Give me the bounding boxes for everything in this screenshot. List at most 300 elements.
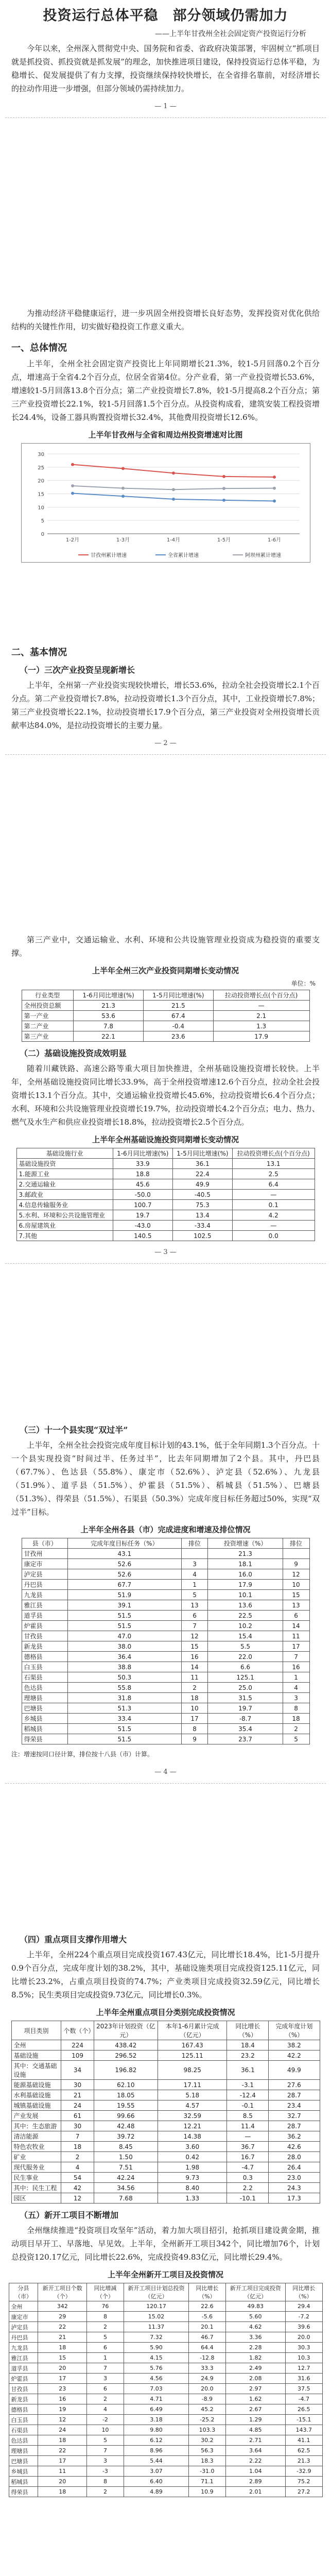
- table-cell: 九龙县: [22, 1590, 68, 1600]
- legend-label: 甘孜州累计增速: [90, 553, 127, 558]
- table-cell: 24: [61, 2100, 94, 2111]
- table-cell: 26.5: [286, 2404, 322, 2415]
- table-cell: 18: [38, 2487, 86, 2497]
- x-tick-label: 1-3月: [116, 537, 130, 543]
- data-point: [121, 467, 125, 470]
- table-cell: -7.2: [286, 2312, 322, 2322]
- table-cell: 10: [181, 1703, 208, 1714]
- table-cell: 新龙县: [22, 1641, 68, 1652]
- x-tick-label: 1-6月: [267, 537, 281, 543]
- table-row: [22, 1693, 309, 1703]
- data-point: [222, 475, 225, 478]
- table-cell: —: [213, 1001, 309, 1011]
- table-row: [9, 2487, 322, 2497]
- table-cell: 第二产业: [22, 1021, 74, 1031]
- table-cell: 2.2: [227, 2183, 269, 2193]
- table-cell: 3.18: [124, 2415, 188, 2425]
- table-cell: 36.7: [227, 2142, 269, 2152]
- table-cell: 35.4: [208, 1724, 283, 1734]
- table-cell: 其中：生态旅游: [11, 2121, 61, 2131]
- table-cell: 10: [283, 1580, 309, 1590]
- table-cell: 6: [283, 1611, 309, 1621]
- table-cell: 13.1: [232, 1159, 315, 1169]
- table-cell: 31.6: [286, 2374, 322, 2384]
- table-cell: 52.6: [68, 1559, 182, 1569]
- column-header: 同比增长（%）: [286, 2283, 322, 2301]
- table-cell: 2.49: [225, 2363, 285, 2374]
- table-cell: 22: [38, 2446, 86, 2456]
- table-cell: 7.其他: [16, 1231, 113, 1241]
- table-cell: 42.48: [94, 2121, 158, 2131]
- table-cell: 18: [181, 1693, 208, 1703]
- table-cell: 39.72: [94, 2131, 158, 2142]
- table-cell: 3.36: [225, 2332, 285, 2343]
- table-cell: 稻城县: [22, 1724, 68, 1734]
- table-cell: 1.98: [158, 2162, 227, 2173]
- table-row: [22, 1621, 309, 1631]
- table-cell: 32.7: [269, 2111, 320, 2121]
- table-cell: 27.2: [286, 2487, 322, 2497]
- table-cell: 21: [61, 2090, 94, 2100]
- table-cell: 理塘县: [9, 2446, 38, 2456]
- section4-sub: （四）重点项目支撑作用增大: [20, 1935, 127, 1944]
- section5-paragraph: 全州继续推进“投资项目攻坚年”活动，着力加大项目招引，抢抓项目建设黄金期，推动项目早开工、早落地、早见效。上半年，全州新开工项目342个，同比增加76个，计划总投资120.17亿元，同比增长22.6%，完成投资49.83亿元，同比增长29.4%。: [11, 2226, 320, 2262]
- data-point: [71, 463, 74, 466]
- table-cell: 20: [38, 2477, 86, 2487]
- table-cell: 34: [61, 2061, 94, 2080]
- table-row: [11, 2040, 320, 2050]
- table-cell: 33.9: [113, 1159, 172, 1169]
- table-row: [22, 1611, 309, 1621]
- table-cell: 6: [86, 2384, 124, 2394]
- table-cell: 17.9: [213, 1031, 309, 1042]
- table-cell: 石渠县: [22, 1672, 68, 1683]
- table-cell: 7.68: [94, 2193, 158, 2204]
- table-cell: 2.71: [225, 2435, 285, 2446]
- data-point: [273, 476, 276, 479]
- table-cell: -3: [86, 2466, 124, 2477]
- table-cell: 37.5: [286, 2384, 322, 2394]
- table-cell: 3: [181, 1559, 208, 1569]
- data-point: [273, 487, 276, 490]
- column-header: 完成年度目标任务（%）: [68, 1538, 182, 1549]
- table-cell: 乡城县: [22, 1714, 68, 1724]
- table-header-row: [9, 2283, 322, 2301]
- column-header: 投资增速（%）: [208, 1538, 283, 1549]
- page-number-1: — 1 —: [154, 103, 177, 110]
- table-cell: 27.6: [269, 2080, 320, 2090]
- table-cell: 泸定县: [9, 2322, 38, 2332]
- table-cell: 甘孜县: [9, 2384, 38, 2394]
- table-cell: 21.3: [286, 2456, 322, 2466]
- table-cell: 巴塘县: [9, 2456, 38, 2466]
- table-cell: 4.57: [158, 2100, 227, 2111]
- table-cell: 6.房屋建筑业: [16, 1221, 113, 1231]
- table-cell: 5.76: [124, 2363, 188, 2374]
- table-cell: 乡城县: [9, 2466, 38, 2477]
- table-cell: 12: [38, 2415, 86, 2425]
- table-cell: 2: [61, 2152, 94, 2162]
- table-cell: -3.1: [227, 2080, 269, 2090]
- table-cell: 5.60: [225, 2312, 285, 2322]
- table-cell: 23.6: [143, 1031, 213, 1042]
- table-row: [22, 1703, 309, 1714]
- table-cell: -10.1: [227, 2193, 269, 2204]
- table-cell: 0.1: [232, 1200, 315, 1210]
- table-row: [9, 2384, 322, 2394]
- table-cell: 1.3: [213, 1021, 309, 1031]
- table-cell: 18: [38, 2343, 86, 2353]
- table-cell: 18.8: [113, 1169, 172, 1179]
- table-cell: 5.5: [208, 1641, 283, 1652]
- series-line: [73, 465, 274, 477]
- table-cell: 17.9: [208, 1580, 283, 1590]
- table-cell: 7.8: [74, 1021, 144, 1031]
- table-cell: 42.6: [269, 2142, 320, 2152]
- table-cell: 甘孜县: [22, 1631, 68, 1641]
- column-header: 新开工项目完成投资（亿元）: [225, 2283, 285, 2301]
- table-row: [11, 2121, 320, 2131]
- section2-paragraph-2: 第三产业中，交通运输业、水利、环境和公共设施管理业投资成为稳投资的重要支撑。: [11, 935, 320, 958]
- table-cell: 42: [61, 2183, 94, 2193]
- table-cell: 10.1: [208, 1590, 283, 1600]
- table-cell: 19.55: [94, 2100, 158, 2111]
- table-row: [9, 2415, 322, 2425]
- report-title: 投资运行总体平稳 部分领域仍需加力: [43, 8, 288, 24]
- table-cell: 34.56: [94, 2183, 158, 2193]
- y-tick-label: 20: [37, 478, 44, 484]
- table-cell: 2: [86, 2322, 124, 2332]
- table-row: [22, 1549, 309, 1559]
- table-cell: 28.7: [269, 2121, 320, 2131]
- table-cell: 4.2: [232, 1210, 315, 1221]
- table-cell: 2.22: [225, 2456, 285, 2466]
- table1-title: 上半年全州三次产业投资同期增长变动情况: [92, 966, 239, 975]
- table-cell: 51.9: [68, 1590, 182, 1600]
- table-cell: 15: [283, 1590, 309, 1600]
- table-cell: 得荣县: [9, 2487, 38, 2497]
- table-cell: 16.7: [227, 2152, 269, 2162]
- table-cell: 19.7: [208, 1703, 283, 1714]
- column-header: 1-5月同比增速(%): [143, 990, 213, 1001]
- table-cell: 18.3: [189, 2456, 225, 2466]
- table-cell: 3.64: [225, 2446, 285, 2456]
- table-cell: -12.8: [189, 2353, 225, 2363]
- page-number-4: — 4 —: [154, 1768, 177, 1776]
- table-cell: 47.0: [68, 1631, 182, 1641]
- y-tick-label: 0: [41, 532, 44, 537]
- table-cell: 1.62: [225, 2394, 285, 2404]
- table-cell: 55.8: [68, 1683, 182, 1693]
- table-cell: 7.03: [124, 2384, 188, 2394]
- table-cell: 22.6: [189, 2301, 225, 2312]
- table-cell: 3: [86, 2456, 124, 2466]
- table-cell: 清洁能源: [11, 2131, 61, 2142]
- section2-sub2: （二）基础设施投资成效明显: [20, 1048, 127, 1058]
- table-cell: 33.4: [68, 1714, 182, 1724]
- table-cell: 其中：交通基础设施: [11, 2061, 61, 2080]
- table-cell: 4.56: [124, 2374, 188, 2384]
- column-header: 行业类型: [22, 990, 74, 1001]
- table-cell: 能源基础设施: [11, 2080, 61, 2090]
- column-header: 个数（个）: [61, 2021, 94, 2040]
- table-cell: [283, 1549, 309, 1559]
- table-cell: 64.4: [189, 2343, 225, 2353]
- table4-title: 上半年全州重点项目分类别完成投资情况: [96, 2008, 235, 2017]
- x-tick-label: 1-5月: [217, 537, 231, 543]
- column-header: 1-6月同比增速(%): [113, 1148, 172, 1159]
- table-cell: 99.66: [94, 2111, 158, 2121]
- section3-sub: （三）十一个县实现“双过半”: [20, 1425, 128, 1435]
- table-cell: 其中：民生工程: [11, 2183, 61, 2193]
- table-cell: 17: [283, 1641, 309, 1652]
- table-cell: 3: [283, 1693, 309, 1703]
- table-row: [9, 2425, 322, 2435]
- section1-paragraph: 上半年，全州全社会固定资产投资比上年同期增长21.3%，较1-5月回落0.2个百分点，增速高于全省4.2个百分点，位居全省第4位。分产业看，第一产业投资增长53.6%，增速较1-5月回落13.8个百分点；第二产业投资增长7.8%，较1-5月提高8.2个百分点；第三产业投资增长22.1%，较1-5月回落1.5个百分点。从投资构成看，建筑安装工程投资增长24.4%，设备工器具购置投资增长32.4%，其他费用投资增长12.6%。: [11, 359, 320, 422]
- section4-paragraph: 上半年，全州224个重点项目完成投资167.43亿元，同比增长18.4%，比1-5月提升0.9个百分点，完成年度计划的38.2%，其中，基础设施类项目完成投资125.11亿元，同比增长23.2%，占重点项目投资的74.7%；产业类项目完成投资32.59亿元，同比增长8.5%；民生类项目完成投资9.73亿元，同比增长0.3%。: [11, 1950, 320, 1999]
- table-cell: 196.82: [94, 2061, 158, 2080]
- table-cell: 8.45: [94, 2142, 158, 2152]
- table-cell: 4.89: [124, 2487, 188, 2497]
- table-cell: 49.9: [172, 1179, 232, 1190]
- table-row: [11, 2111, 320, 2121]
- table-cell: 4.15: [124, 2353, 188, 2363]
- table-cell: -25.2: [189, 2415, 225, 2425]
- table-cell: 甘孜州: [22, 1549, 68, 1559]
- table-row: [9, 2466, 322, 2477]
- table-cell: 30: [61, 2121, 94, 2131]
- table-cell: 炉霍县: [9, 2374, 38, 2384]
- table-cell: 4.85: [225, 2425, 285, 2435]
- table-row: [11, 2173, 320, 2183]
- table-cell: 38.8: [68, 1662, 182, 1672]
- table-row: [16, 1210, 315, 1221]
- p1-tail-paragraph: 为推动经济平稳健康运行，进一步巩固全州投资增长良好态势，发挥投资对优化供给结构的关键性作用，切实做好稳投资工作意义重大。: [11, 309, 320, 331]
- table-cell: 21: [38, 2332, 86, 2343]
- table-cell: 30.3: [286, 2343, 322, 2353]
- table-row: [22, 1031, 309, 1042]
- table-cell: 16.0: [208, 1569, 283, 1580]
- section1-heading: 一、总体情况: [11, 343, 67, 353]
- data-point: [71, 492, 74, 495]
- key-project-table: [11, 2021, 320, 2204]
- table-cell: 4: [61, 2162, 94, 2173]
- table-cell: 9.80: [124, 2425, 188, 2435]
- table-cell: 62.10: [94, 2080, 158, 2090]
- table-cell: 7.51: [94, 2162, 158, 2173]
- table-row: [22, 1600, 309, 1611]
- table-cell: 28.7: [269, 2090, 320, 2100]
- table-cell: -4.7: [286, 2394, 322, 2404]
- table-cell: 13: [283, 1600, 309, 1611]
- table-cell: -15.1: [286, 2415, 322, 2425]
- column-header: 1-6月同比增速(%): [74, 990, 144, 1001]
- table-cell: 61: [61, 2111, 94, 2121]
- table-cell: 21.5: [143, 1001, 213, 1011]
- table-cell: 12.21: [158, 2121, 227, 2131]
- table-cell: 1: [86, 2353, 124, 2363]
- table-cell: 4: [86, 2404, 124, 2415]
- table-cell: 42.24: [94, 2173, 158, 2183]
- table-cell: 31.8: [68, 1693, 182, 1703]
- table-cell: 36.4: [68, 1652, 182, 1662]
- table-cell: —: [227, 2131, 269, 2142]
- y-tick-label: 30: [37, 452, 44, 457]
- section3-paragraph: 上半年，全州全社会投资完成年度目标计划的43.1%，低于全年同期1.3个百分点。十一个县实现投资“时间过半、任务过半”，比去年同期增加了2个县。其中，丹巴县（67.7%）、色达县（55.8%）、康定市（52.6%）、泸定县（52.6%）、九龙县（51.9%）、道孚县（51.5%）、炉霍县（51.5%）、稻城县（51.5%）、巴塘县（51.3%）、得荣县（51.5%）、石渠县（50.3%）完成年度目标任务超过50%，实现“双过半”目标。: [11, 1440, 320, 1517]
- table-cell: 道孚县: [9, 2363, 38, 2374]
- table-row: [9, 2477, 322, 2487]
- table-cell: 8: [86, 2312, 124, 2322]
- table-cell: 7: [86, 2446, 124, 2456]
- table-row: [11, 2193, 320, 2204]
- table-cell: 12: [181, 1631, 208, 1641]
- table-cell: 18: [38, 2435, 86, 2446]
- table-cell: 296.52: [94, 2050, 158, 2061]
- table-cell: 1.04: [225, 2466, 285, 2477]
- table-cell: 民生事业: [11, 2173, 61, 2183]
- table-cell: 3.07: [124, 2466, 188, 2477]
- section2-paragraph-1: 上半年，全州第一产业投资实现较快增长，增长53.6%，拉动全社会投资增长2.1个百分点。第二产业投资增长7.8%，拉动投资增长1.3个百分点，其中，工业投资增长7.8%；第三产业投资增长22.1%，拉动投资增长17.9个百分点，第三产业投资对全州投资增长贡献率达84.0%，是拉动投资增长的主要力量。: [11, 681, 320, 730]
- table-cell: 30.2: [189, 2435, 225, 2446]
- table-cell: 53.6: [74, 1011, 144, 1021]
- table-cell: 8: [86, 2477, 124, 2487]
- table-cell: 18.1: [208, 1559, 283, 1569]
- table-cell: 6.6: [208, 1662, 283, 1672]
- table-cell: 16: [181, 1652, 208, 1662]
- table-row: [16, 1159, 315, 1169]
- table-cell: 8.40: [158, 2183, 227, 2193]
- table-cell: 2.1: [213, 1011, 309, 1021]
- table-cell: [181, 1549, 208, 1559]
- table-cell: -50.0: [113, 1190, 172, 1200]
- table-cell: 18.4: [227, 2040, 269, 2050]
- table-cell: 泸定县: [22, 1569, 68, 1580]
- table-cell: 24.3: [269, 2183, 320, 2193]
- table-cell: -4.7: [227, 2162, 269, 2173]
- table-cell: 56.3: [189, 2446, 225, 2456]
- table-cell: 15: [38, 2353, 86, 2363]
- infrastructure-table: [16, 1148, 315, 1241]
- line-chart: [21, 443, 310, 563]
- table-cell: 4: [283, 1683, 309, 1693]
- table-cell: 20.0: [189, 2384, 225, 2394]
- table-row: [9, 2456, 322, 2466]
- data-point: [222, 499, 225, 502]
- table-row: [22, 1011, 309, 1021]
- table-row: [22, 1559, 309, 1569]
- table-cell: 15: [181, 1641, 208, 1652]
- column-header: 完成年度计划（%）: [269, 2021, 320, 2040]
- table-cell: 26.4: [269, 2162, 320, 2173]
- table-row: [22, 1641, 309, 1652]
- table-row: [11, 2080, 320, 2090]
- table-row: [22, 1672, 309, 1683]
- table-cell: 1: [181, 1580, 208, 1590]
- column-header: 拉动投资增长点(个百分点): [213, 990, 309, 1001]
- table-cell: 9: [181, 1734, 208, 1744]
- column-header: 同比增长（%）: [189, 2283, 225, 2301]
- new-project-table: [9, 2283, 323, 2497]
- table-cell: 31.5: [208, 1693, 283, 1703]
- table-row: [22, 1569, 309, 1580]
- data-point: [172, 488, 175, 491]
- table-cell: 49.83: [225, 2301, 285, 2312]
- table-cell: 丹巴县: [22, 1580, 68, 1590]
- table-cell: 2.67: [225, 2404, 285, 2415]
- table-cell: 3.邮政业: [16, 1190, 113, 1200]
- table-cell: 15.4: [208, 1631, 283, 1641]
- table-cell: 22: [38, 2322, 86, 2332]
- table-cell: -5.6: [189, 2312, 225, 2322]
- table-cell: 14: [283, 1621, 309, 1631]
- table-cell: 12: [61, 2193, 94, 2204]
- table-cell: 19.7: [113, 1210, 172, 1221]
- table-cell: 23.2: [227, 2050, 269, 2061]
- table-cell: 7: [86, 2363, 124, 2374]
- table-row: [9, 2404, 322, 2415]
- table-cell: 城镇基础设施: [11, 2100, 61, 2111]
- table-cell: 5: [283, 1734, 309, 1744]
- table-cell: 51.5: [68, 1611, 182, 1621]
- table-cell: 1.29: [225, 2415, 285, 2425]
- table-cell: 理塘县: [22, 1693, 68, 1703]
- table-row: [22, 1001, 309, 1011]
- table-cell: 28.0: [269, 2152, 320, 2162]
- table-cell: —: [232, 1221, 315, 1231]
- table-cell: 11: [283, 1631, 309, 1641]
- table-cell: 45.6: [113, 1179, 172, 1190]
- table-cell: 21.3: [208, 1549, 283, 1559]
- table-cell: 康定市: [22, 1559, 68, 1569]
- table-row: [9, 2435, 322, 2446]
- table-cell: -0.4: [143, 1021, 213, 1031]
- data-point: [121, 487, 125, 490]
- table-row: [11, 2061, 320, 2080]
- table-cell: 18.05: [94, 2090, 158, 2100]
- data-point: [121, 495, 125, 498]
- table-cell: 2.01: [225, 2487, 285, 2497]
- table-row: [22, 1590, 309, 1600]
- table-cell: 3: [86, 2374, 124, 2384]
- table2-title: 上半年全州基础设施投资同期增长变动情况: [92, 1135, 239, 1144]
- table-cell: 基础设施投资: [16, 1159, 113, 1169]
- table-cell: 康定市: [9, 2312, 38, 2322]
- table-row: [11, 2183, 320, 2193]
- table-cell: 39.6: [286, 2322, 322, 2332]
- table-cell: 4: [181, 1569, 208, 1580]
- table-cell: 11.37: [124, 2322, 188, 2332]
- table-cell: 8.5: [227, 2111, 269, 2121]
- table-cell: 224: [61, 2040, 94, 2050]
- table-cell: 8: [283, 1703, 309, 1714]
- table-header-row: [22, 1538, 309, 1549]
- table-cell: 23: [38, 2384, 86, 2394]
- table-cell: 67.7: [68, 1580, 182, 1590]
- table-cell: 11.4: [227, 2121, 269, 2131]
- table-cell: 0.42: [158, 2152, 227, 2162]
- table-cell: 5: [181, 1590, 208, 1600]
- table-cell: 现代服务业: [11, 2162, 61, 2173]
- table-cell: 丹巴县: [9, 2332, 38, 2343]
- table-cell: 17: [181, 1714, 208, 1724]
- table-cell: 产业发展: [11, 2111, 61, 2121]
- table-cell: 102.5: [172, 1231, 232, 1241]
- column-header: 基础设施行业: [16, 1148, 113, 1159]
- table-cell: 6.49: [124, 2404, 188, 2415]
- table-cell: 36.2: [269, 2131, 320, 2142]
- table-cell: 石渠县: [9, 2425, 38, 2435]
- table-row: [22, 1734, 309, 1744]
